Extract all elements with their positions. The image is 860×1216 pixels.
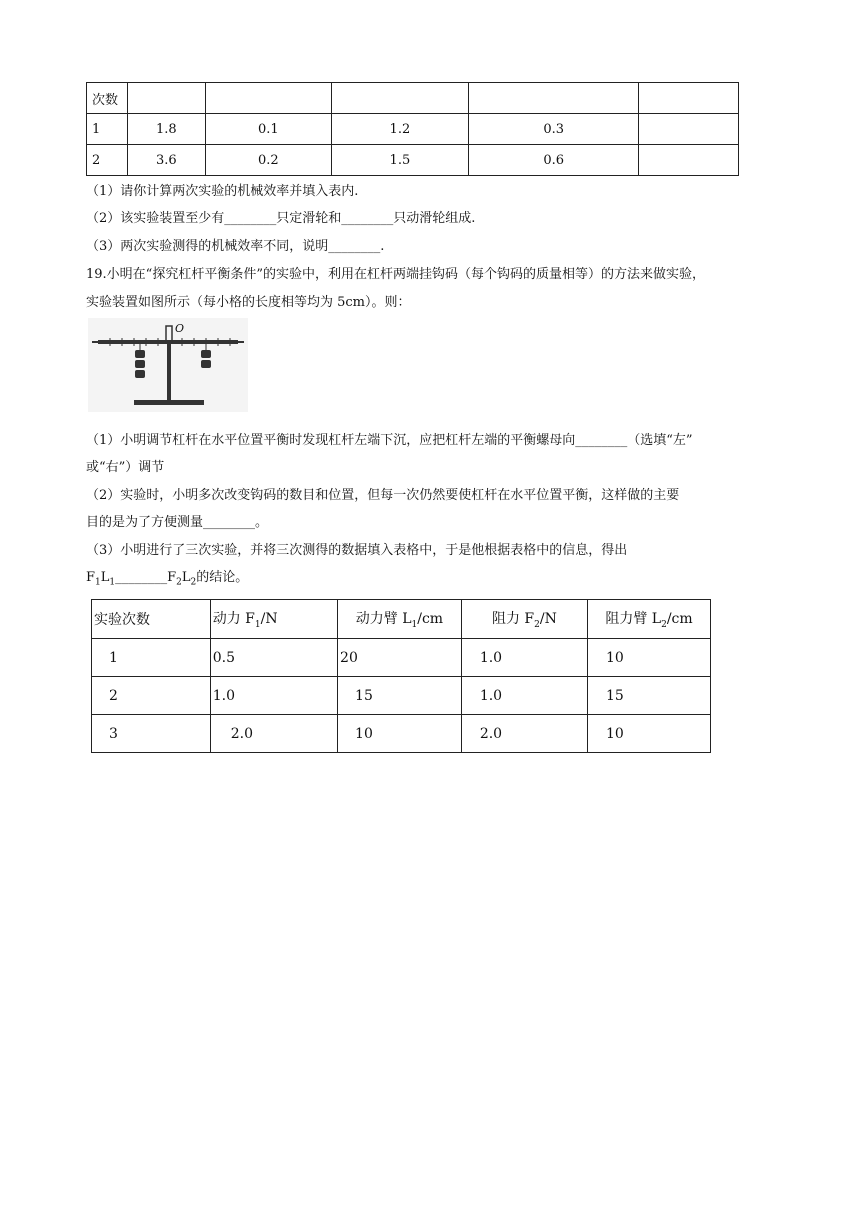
table-cell: 1.0 (461, 677, 587, 715)
table-cell: 次数 (87, 83, 128, 114)
header-resistance-force: 阻力 $F_2/N$ (461, 600, 587, 639)
q18-sub1: （1）请你计算两次实验的机械效率并填入表内. (86, 184, 359, 199)
table-header-row (87, 83, 739, 114)
subscript: 2 (190, 577, 197, 588)
table-cell: 3.6 (127, 145, 205, 176)
table-cell: 10 (587, 639, 710, 677)
pivot-label-o: O (175, 322, 185, 335)
table-cell: 15 (338, 677, 462, 715)
table-cell: 1.0 (210, 677, 337, 715)
table-row (92, 715, 711, 753)
q19-intro-line1: 19.小明在“探究杠杆平衡条件”的实验中，利用在杠杆两端挂钩码（每个钩码的质量相等）的方法来做实验， (86, 267, 705, 282)
q18-sub3: （3）两次实验测得的机械效率不同，说明________. (86, 239, 385, 254)
table-cell (469, 83, 639, 114)
table-cell: 0.5 (210, 639, 337, 677)
table-cell: 20 (338, 639, 462, 677)
q19-sub1-line2: 或“右”）调节 (86, 460, 165, 475)
lever-data-table (91, 599, 711, 753)
table-cell: 0.1 (205, 114, 331, 145)
table-cell: 0.6 (469, 145, 639, 176)
table-cell: 10 (338, 715, 462, 753)
table-header-row (92, 600, 711, 639)
table-row (87, 114, 739, 145)
table-cell: 1.0 (461, 639, 587, 677)
table-cell: 2 (87, 145, 128, 176)
q19-intro-line2: 实验装置如图所示（每小格的长度相等均为 5cm）。则： (86, 295, 411, 310)
table-cell: 0.2 (205, 145, 331, 176)
left-weights (135, 350, 145, 378)
table-row (92, 677, 711, 715)
table-cell: 1 (92, 639, 211, 677)
header-effort-arm: 动力臂 $L_1/cm$ (338, 600, 462, 639)
pulley-data-table (86, 82, 739, 176)
q19-sub3-line1: （3）小明进行了三次实验，并将三次测得的数据填入表格中，于是他根据表格中的信息，得出 (86, 543, 628, 558)
f2-symbol: F (167, 570, 177, 585)
table-cell (205, 83, 331, 114)
table-cell: 15 (587, 677, 710, 715)
l2-symbol: L (181, 570, 191, 585)
table-cell: 1.2 (331, 114, 469, 145)
q19-sub2-line2: 目的是为了方便测量________。 (86, 515, 269, 530)
stand-post (167, 344, 171, 400)
table-cell (127, 83, 205, 114)
q19-sub2-line1: （2）实验时，小明多次改变钩码的数目和位置，但每一次仍然要使杠杆在水平位置平衡，这样做的主要 (86, 488, 680, 503)
conclusion-tail: 的结论。 (196, 570, 249, 585)
answer-blank: ________ (115, 570, 168, 585)
q19-sub1-line1: （1）小明调节杠杆在水平位置平衡时发现杠杆左端下沉，应把杠杆左端的平衡螺母向________（选填“左” (86, 433, 693, 448)
table-cell: 1.5 (331, 145, 469, 176)
header-resistance-arm: 阻力臂 $L_2/cm$ (587, 600, 710, 639)
subscript: 1 (95, 577, 101, 588)
header-trial-count: 实验次数 (92, 600, 211, 639)
subscript: 2 (176, 577, 182, 588)
table-cell: 2.0 (210, 715, 337, 753)
l1-symbol: L (100, 570, 110, 585)
header-effort-force: 动力 $F_1/N$ (210, 600, 337, 639)
table-cell: 1.8 (127, 114, 205, 145)
table-cell (639, 114, 739, 145)
table-cell: 2.0 (461, 715, 587, 753)
table-cell (639, 145, 739, 176)
subscript: 1 (109, 577, 116, 588)
table-cell (331, 83, 469, 114)
lever-figure (88, 318, 248, 412)
table-cell: 3 (92, 715, 211, 753)
table-cell: 0.3 (469, 114, 639, 145)
q19-sub3-line2 (86, 566, 248, 588)
table-cell (639, 83, 739, 114)
table-cell: 10 (587, 715, 710, 753)
f1-symbol: F (86, 570, 96, 585)
q18-sub2: （2）该实验装置至少有________只定滑轮和________只动滑轮组成. (86, 211, 476, 226)
table-row (87, 145, 739, 176)
table-cell: 2 (92, 677, 211, 715)
table-cell: 1 (87, 114, 128, 145)
stand-base (134, 400, 204, 405)
table-row (92, 639, 711, 677)
